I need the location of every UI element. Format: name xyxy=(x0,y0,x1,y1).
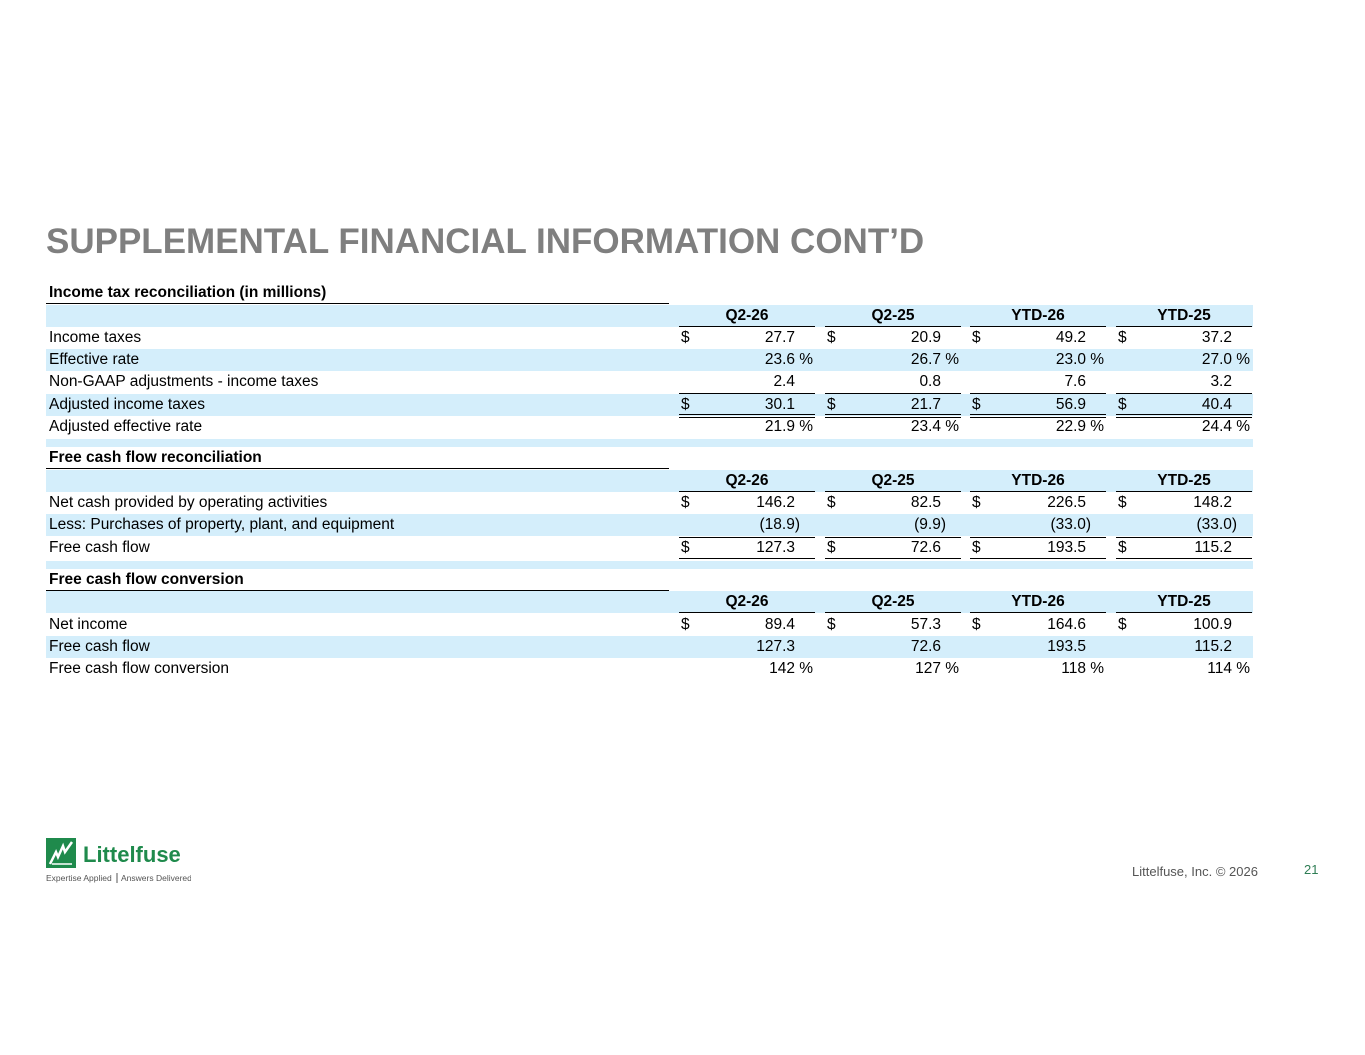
row-label: Free cash flow xyxy=(49,539,150,556)
col-header-ytd-26: YTD-26 xyxy=(1011,307,1065,324)
value: 40.4 xyxy=(1201,396,1232,413)
value: 2.4 xyxy=(773,373,795,390)
value-cell xyxy=(970,658,1106,680)
table-row xyxy=(46,371,1253,393)
value: 193.5 xyxy=(1047,539,1086,556)
dollar-sign: $ xyxy=(1118,329,1127,346)
value: 27.7 xyxy=(764,329,795,346)
value-cell xyxy=(1116,371,1252,393)
value: 24.4 xyxy=(1201,418,1232,435)
dollar-sign: $ xyxy=(681,396,690,413)
table-header-row xyxy=(46,305,1253,327)
row-label: Net cash provided by operating activities xyxy=(49,494,328,511)
col-header-q2-25: Q2-25 xyxy=(871,472,915,489)
dollar-sign: $ xyxy=(681,616,690,633)
value-cell xyxy=(1116,658,1252,680)
percent-sign: % xyxy=(1236,351,1250,368)
value: 27.0 xyxy=(1201,351,1232,368)
dollar-sign: $ xyxy=(972,539,981,556)
value-cell xyxy=(970,614,1106,636)
table-row xyxy=(46,349,1253,371)
value: 3.2 xyxy=(1210,373,1232,390)
dollar-sign: $ xyxy=(972,616,981,633)
header-underline xyxy=(970,612,1106,613)
percent-sign: % xyxy=(1090,418,1104,435)
footer-copyright: Littelfuse, Inc. © 2026 xyxy=(1132,864,1258,879)
value: 49.2 xyxy=(1055,329,1086,346)
value: 164.6 xyxy=(1047,616,1086,633)
header-underline xyxy=(679,612,815,613)
dollar-sign: $ xyxy=(972,396,981,413)
table-row xyxy=(46,492,1253,514)
value: (33.0) xyxy=(1050,516,1091,533)
percent-sign: % xyxy=(799,660,813,677)
value: 226.5 xyxy=(1047,494,1086,511)
value: 26.7 xyxy=(910,351,941,368)
section-spacer xyxy=(46,439,1253,447)
table-header-row xyxy=(46,470,1253,492)
value-cell xyxy=(825,514,961,536)
value-cell xyxy=(970,349,1106,371)
value-cell xyxy=(1116,492,1252,514)
row-label: Non-GAAP adjustments - income taxes xyxy=(49,373,319,390)
value: 21.9 xyxy=(764,418,795,435)
value-cell xyxy=(825,492,961,514)
value-cell xyxy=(1116,636,1252,658)
value: 89.4 xyxy=(764,616,795,633)
value-cell xyxy=(1116,514,1252,536)
value: 37.2 xyxy=(1201,329,1232,346)
value-cell xyxy=(825,636,961,658)
value-cell xyxy=(970,394,1106,416)
value-cell xyxy=(679,514,815,536)
value-cell xyxy=(970,371,1106,393)
value: 57.3 xyxy=(910,616,941,633)
value-cell xyxy=(970,537,1106,559)
table-row xyxy=(46,614,1253,636)
row-label: Free cash flow xyxy=(49,638,150,655)
value-cell xyxy=(1116,394,1252,416)
section-title-fcf: Free cash flow reconciliation xyxy=(49,449,262,466)
value-cell xyxy=(1116,327,1252,349)
value-cell xyxy=(825,349,961,371)
value-cell xyxy=(679,636,815,658)
percent-sign: % xyxy=(945,660,959,677)
value-cell xyxy=(970,492,1106,514)
value-cell xyxy=(825,614,961,636)
table-row xyxy=(46,658,1253,680)
dollar-sign: $ xyxy=(827,494,836,511)
row-label: Free cash flow conversion xyxy=(49,660,230,677)
col-header-q2-26: Q2-26 xyxy=(725,307,769,324)
table-row xyxy=(46,636,1253,658)
value: 23.4 xyxy=(910,418,941,435)
value: 148.2 xyxy=(1193,494,1232,511)
value-cell xyxy=(970,416,1106,438)
value: 30.1 xyxy=(764,396,795,413)
table-row xyxy=(46,327,1253,349)
percent-sign: % xyxy=(945,418,959,435)
table-row xyxy=(46,514,1253,536)
value: 115.2 xyxy=(1194,638,1232,655)
value: 142 xyxy=(769,660,795,677)
value: 7.6 xyxy=(1064,373,1086,390)
value: 118 xyxy=(1061,660,1086,677)
dollar-sign: $ xyxy=(972,329,981,346)
dollar-sign: $ xyxy=(827,539,836,556)
col-header-q2-26: Q2-26 xyxy=(725,593,769,610)
value-cell xyxy=(825,658,961,680)
col-header-q2-26: Q2-26 xyxy=(725,472,769,489)
row-label: Adjusted income taxes xyxy=(49,396,205,413)
value: 127.3 xyxy=(756,638,795,655)
dollar-sign: $ xyxy=(1118,616,1127,633)
value: 23.6 xyxy=(764,351,795,368)
col-header-ytd-26: YTD-26 xyxy=(1011,472,1065,489)
dollar-sign: $ xyxy=(1118,396,1127,413)
value-cell xyxy=(825,327,961,349)
value: (18.9) xyxy=(759,516,800,533)
col-header-ytd-25: YTD-25 xyxy=(1157,593,1211,610)
col-header-q2-25: Q2-25 xyxy=(871,307,915,324)
table-row xyxy=(46,537,1253,559)
value: (9.9) xyxy=(914,516,946,533)
value: 193.5 xyxy=(1047,638,1086,655)
table-row xyxy=(46,394,1253,416)
value-cell xyxy=(825,371,961,393)
row-label: Net income xyxy=(49,616,128,633)
value: 146.2 xyxy=(756,494,795,511)
col-header-ytd-25: YTD-25 xyxy=(1157,472,1211,489)
section-title-conversion: Free cash flow conversion xyxy=(49,571,244,588)
dollar-sign: $ xyxy=(681,329,690,346)
value-cell xyxy=(825,416,961,438)
value-cell xyxy=(679,492,815,514)
value-cell xyxy=(1116,614,1252,636)
table-header-row xyxy=(46,591,1253,613)
value: 127.3 xyxy=(756,539,795,556)
value: 115.2 xyxy=(1194,539,1232,556)
percent-sign: % xyxy=(1236,418,1250,435)
table-row xyxy=(46,416,1253,438)
value: 22.9 xyxy=(1055,418,1086,435)
dollar-sign: $ xyxy=(827,616,836,633)
logo-tagline-right: Answers Delivered xyxy=(121,873,191,883)
value-cell xyxy=(679,371,815,393)
percent-sign: % xyxy=(945,351,959,368)
logo-wordmark: Littelfuse xyxy=(83,842,181,867)
row-label: Income taxes xyxy=(49,329,142,346)
value-cell xyxy=(970,514,1106,536)
percent-sign: % xyxy=(1090,660,1104,677)
header-underline xyxy=(1116,612,1252,613)
value-cell xyxy=(679,537,815,559)
value-cell xyxy=(1116,416,1252,438)
value-cell xyxy=(679,394,815,416)
percent-sign: % xyxy=(799,418,813,435)
value-cell xyxy=(1116,537,1252,559)
dollar-sign: $ xyxy=(827,396,836,413)
value-cell xyxy=(679,658,815,680)
value-cell xyxy=(970,636,1106,658)
value: 114 xyxy=(1207,660,1232,677)
value-cell xyxy=(1116,349,1252,371)
row-label: Adjusted effective rate xyxy=(49,418,203,435)
section-underline xyxy=(46,468,669,469)
logo-tagline-left: Expertise Applied xyxy=(46,873,112,883)
row-label: Less: Purchases of property, plant, and equipment xyxy=(49,516,395,533)
dollar-sign: $ xyxy=(827,329,836,346)
percent-sign: % xyxy=(1236,660,1250,677)
dollar-sign: $ xyxy=(1118,494,1127,511)
section-underline xyxy=(46,303,669,304)
dollar-sign: $ xyxy=(1118,539,1127,556)
logo-mark-icon xyxy=(46,838,191,886)
value: 72.6 xyxy=(910,638,941,655)
percent-sign: % xyxy=(1090,351,1104,368)
col-header-ytd-25: YTD-25 xyxy=(1157,307,1211,324)
page-number: 21 xyxy=(1304,862,1319,877)
col-header-ytd-26: YTD-26 xyxy=(1011,593,1065,610)
value-cell xyxy=(679,416,815,438)
header-underline xyxy=(825,612,961,613)
value-cell xyxy=(679,349,815,371)
section-spacer xyxy=(46,561,1253,569)
value-cell xyxy=(825,537,961,559)
value: 127 xyxy=(915,660,941,677)
littelfuse-logo xyxy=(46,838,191,891)
value-cell xyxy=(825,394,961,416)
value-cell xyxy=(679,327,815,349)
value-cell xyxy=(970,327,1106,349)
percent-sign: % xyxy=(799,351,813,368)
section-title-tax: Income tax reconciliation (in millions) xyxy=(49,284,327,301)
value: (33.0) xyxy=(1196,516,1237,533)
row-label: Effective rate xyxy=(49,351,140,368)
col-header-q2-25: Q2-25 xyxy=(871,593,915,610)
value: 72.6 xyxy=(910,539,941,556)
dollar-sign: $ xyxy=(972,494,981,511)
value: 23.0 xyxy=(1055,351,1086,368)
value: 0.8 xyxy=(919,373,941,390)
value: 20.9 xyxy=(910,329,941,346)
value: 21.7 xyxy=(910,396,941,413)
dollar-sign: $ xyxy=(681,539,690,556)
value: 100.9 xyxy=(1193,616,1232,633)
dollar-sign: $ xyxy=(681,494,690,511)
value-cell xyxy=(679,614,815,636)
value: 82.5 xyxy=(910,494,941,511)
page-title: SUPPLEMENTAL FINANCIAL INFORMATION CONT’D xyxy=(46,222,925,261)
value: 56.9 xyxy=(1055,396,1086,413)
